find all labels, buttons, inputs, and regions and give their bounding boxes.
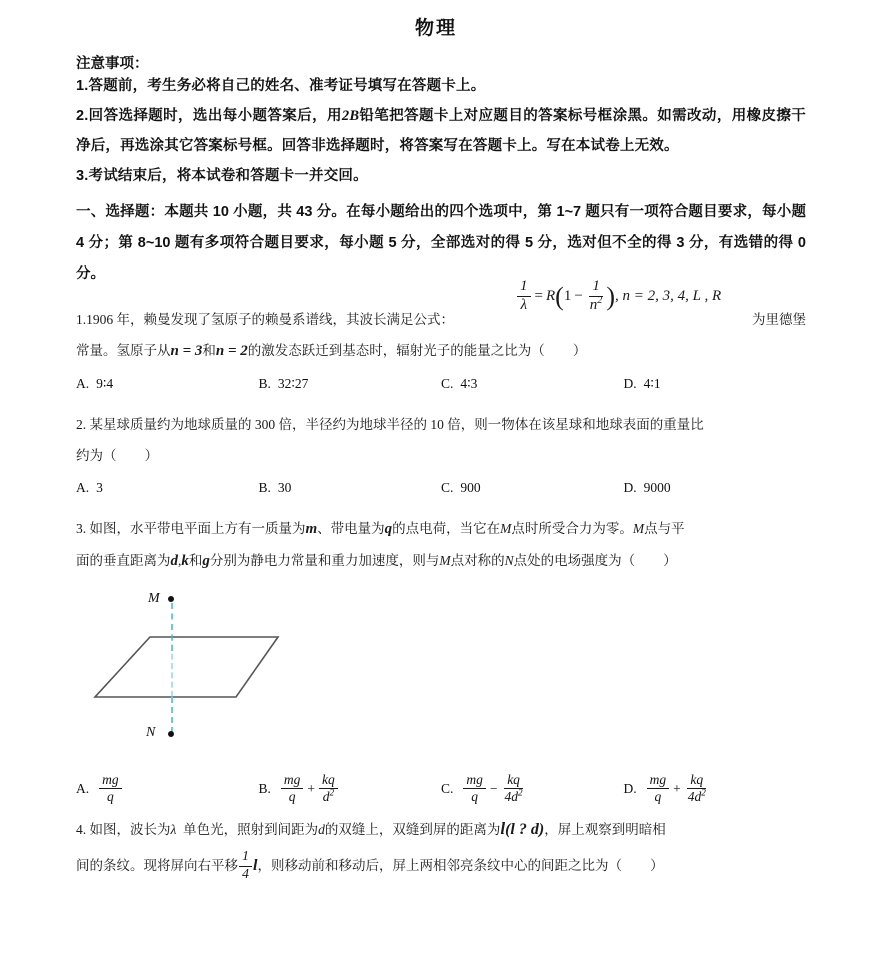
question-1-option-c[interactable]: C. 4∶3: [441, 376, 478, 392]
option-d-fraction-2: $\frac{kq}{4d^2}$: [687, 772, 706, 805]
question-3-stem-line-2: 面的垂直距离为d,k和g分别为静电力常量和重力加速度，则与M点对称的N点处的电场强度为（ ）: [76, 553, 677, 570]
question-4-var-l-2: l: [253, 856, 258, 874]
question-4-stem-line-1: 4. 如图，波长为λ 单色光，照射到间距为d的双缝上，双缝到屏的距离为l(l ? d)，屏上观察到明暗相: [76, 818, 666, 838]
formula-n-squared-fraction: $\frac{1}{n^2}$: [589, 278, 603, 314]
formula-rydberg-R: R: [545, 288, 556, 305]
question-3-var-m: m: [305, 521, 318, 538]
notice-item-3: 3.考试结束后，将本试卷和答题卡一并交回。: [76, 168, 368, 185]
question-2-option-a[interactable]: A. 3: [76, 480, 103, 496]
question-4-stem-line-2: 间的条纹。现将屏向右平移 $\frac{1}{4}$ l，则移动前和移动后，屏上两相邻亮条纹中心的间距之比为（ ）: [76, 849, 664, 883]
formula-tail: , n = 2, 3, 4, L , R: [615, 288, 722, 305]
question-1-answer-blank[interactable]: [545, 343, 573, 358]
formula-close-paren: ): [606, 282, 616, 312]
question-3-option-c[interactable]: C. $\frac{mg}{q}$ − $\frac{kq}{4d^2}$: [441, 773, 624, 804]
question-2-option-b[interactable]: B. 30: [258, 480, 292, 496]
question-1-option-a[interactable]: A. 9∶4: [76, 376, 114, 392]
notice-item-2-post: 铅笔把答题卡上对应题目的答案标号框涂黑。如需改动，用橡皮擦干净后，再选涂其它答案标号框。回答非选择题时，将答案写在答题卡上。写在本试卷上无效。: [76, 108, 806, 155]
notice-item-1: 1.答题前，考生务必将自己的姓名、准考证号填写在答题卡上。: [76, 78, 486, 95]
question-1-options: [76, 369, 806, 399]
formula-equals: =: [534, 288, 543, 305]
figure-dashed-line-middle: [171, 635, 173, 697]
formula-open-paren: (: [555, 282, 564, 312]
option-b-fraction-1: $\frac{mg}{q}$: [281, 773, 304, 804]
question-2-option-c[interactable]: C. 900: [441, 480, 481, 496]
question-3-option-b[interactable]: B. $\frac{mg}{q}$ + $\frac{kq}{d^2}$: [259, 773, 442, 804]
question-1-formula: [516, 279, 721, 314]
question-1: [76, 278, 806, 367]
option-c-fraction-2: $\frac{kq}{4d^2}$: [504, 772, 523, 805]
notice-item-2-pencil-grade: 2B: [341, 108, 360, 125]
option-d-fraction-1: $\frac{mg}{q}$: [647, 773, 670, 804]
notice-item-2-pre: 2.回答选择题时，选出每小题答案后，用: [76, 108, 342, 125]
option-d-operator: +: [673, 780, 681, 796]
question-3-option-d[interactable]: D. $\frac{mg}{q}$ + $\frac{kq}{4d^2}$: [624, 773, 807, 804]
option-a-fraction: $\frac{mg}{q}$: [99, 773, 122, 804]
option-b-fraction-2: $\frac{kq}{d^2}$: [319, 773, 338, 804]
page-title: 物理: [414, 18, 457, 39]
notice-heading: 注意事项：: [76, 55, 149, 72]
question-1-n3: n = 3: [170, 343, 203, 360]
question-3-point-M-2: M: [632, 521, 645, 537]
question-1-stem-line-2: 常量。氢原子从n = 3和n = 2的激发态跃迁到基态时，辐射光子的能量之比为（ ）: [76, 343, 587, 360]
question-2-stem-line-2: 约为（ ）: [76, 448, 159, 464]
question-2: [76, 409, 806, 471]
question-3-figure: [86, 589, 386, 759]
question-1-stem-tail: 为里德堡: [752, 312, 806, 328]
question-1-option-b[interactable]: B. 32∶27: [258, 376, 309, 392]
question-2-answer-blank[interactable]: [117, 448, 145, 463]
question-3-stem-line-1: 3. 如图，水平带电平面上方有一质量为m、带电量为q的点电荷，当它在M点时所受合力为零。M点与平: [76, 521, 685, 538]
figure-label-M: M: [148, 591, 160, 607]
option-c-fraction-1: $\frac{mg}{q}$: [463, 773, 486, 804]
question-3-point-M-1: M: [500, 521, 512, 537]
question-3-var-q: q: [384, 521, 393, 538]
figure-dashed-line-lower: [171, 697, 173, 733]
question-1-option-d[interactable]: D. 4∶1: [623, 376, 661, 392]
question-3-option-a[interactable]: A. $\frac{mg}{q}$: [76, 773, 259, 804]
question-3-options: [76, 773, 806, 804]
question-4-answer-blank[interactable]: [622, 858, 650, 873]
question-4-quarter-fraction: $\frac{1}{4}$: [239, 850, 252, 882]
figure-point-M-dot: [168, 596, 174, 602]
question-4-var-l: l: [500, 818, 506, 838]
question-4-lambda: λ: [170, 821, 177, 837]
figure-point-N-dot: [168, 731, 174, 737]
question-2-option-d[interactable]: D. 9000: [623, 480, 671, 496]
notice-item-2: [76, 101, 806, 161]
formula-lambda-fraction: $\frac{1}{\lambda}$: [517, 279, 531, 314]
formula-one: 1: [563, 288, 572, 305]
question-3: [76, 513, 806, 577]
question-3-point-M-3: M: [439, 553, 451, 569]
option-c-operator: −: [489, 780, 498, 796]
question-2-options: [76, 473, 806, 503]
question-4-condition: (l ? d): [505, 820, 545, 838]
question-3-var-k: k: [181, 553, 189, 570]
question-3-var-g: g: [202, 553, 210, 570]
option-b-operator: +: [307, 780, 316, 796]
figure-label-N: N: [146, 725, 156, 741]
question-4: [76, 813, 806, 887]
question-1-n2: n = 2: [215, 343, 248, 360]
question-3-point-N: N: [504, 553, 514, 569]
question-3-answer-blank[interactable]: [635, 553, 663, 568]
exam-page: [0, 18, 872, 968]
question-2-stem-line-1: 2. 某星球质量约为地球质量的 300 倍，半径约为地球半径的 10 倍，则一物体在该星球和地球表面的重量比: [76, 417, 704, 433]
section-one-heading: 一、选择题：本题共 10 小题，共 43 分。在每小题给出的四个选项中，第 1~7 题只有一项符合题目要求，每小题 4 分；第 8~10 题有多项符合题目要求，每小题 5 分，全部选对的得 5 分，选对但不全的得 3 分，有选错的得 0 分。: [76, 204, 806, 283]
charged-plane-shape: [93, 635, 293, 705]
document-body: [66, 57, 806, 887]
question-1-stem-text: 1.1906 年，赖曼发现了氢原子的赖曼系谱线，其波长满足公式：: [76, 312, 454, 328]
question-4-var-d: d: [318, 821, 325, 837]
question-3-var-d: d: [170, 553, 178, 570]
formula-minus: −: [574, 288, 583, 305]
